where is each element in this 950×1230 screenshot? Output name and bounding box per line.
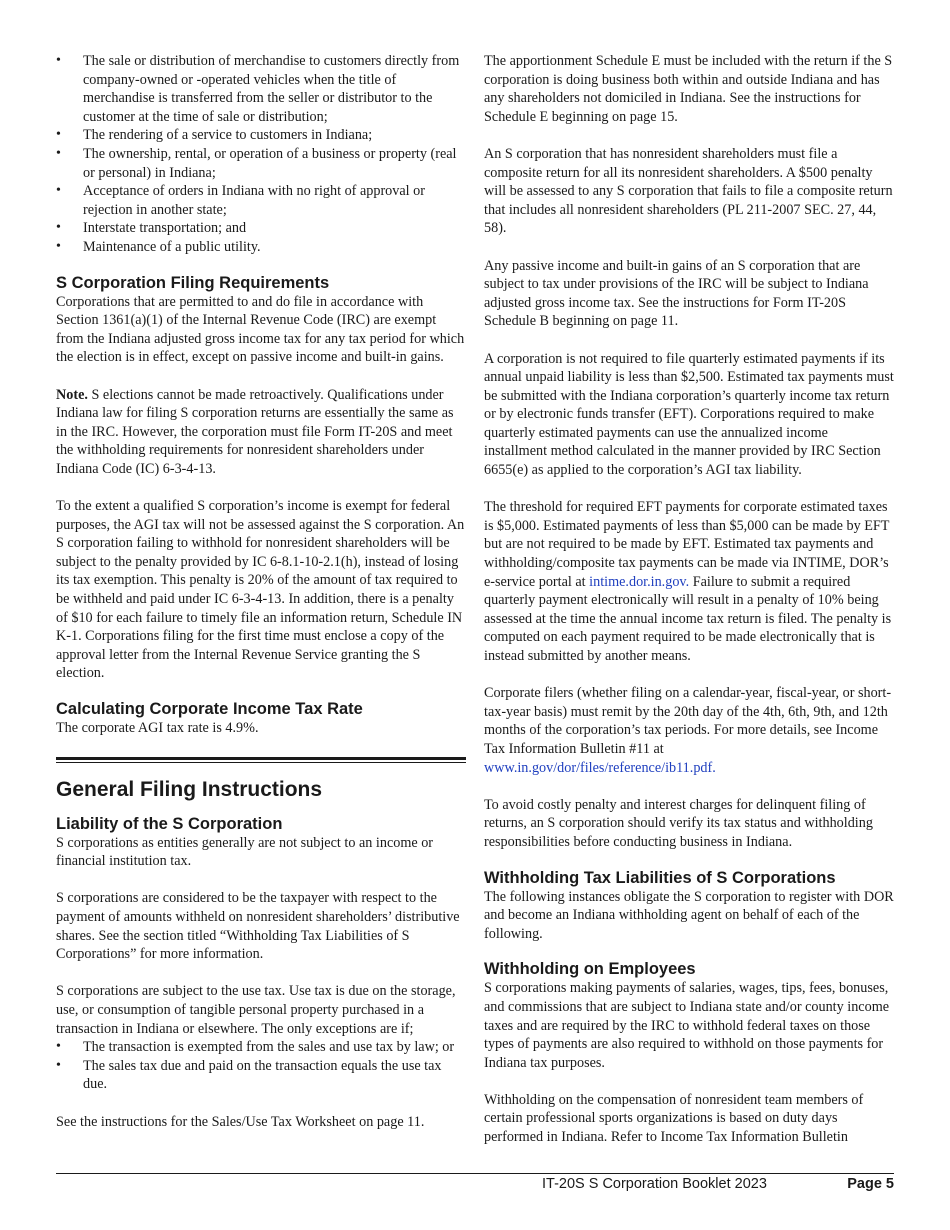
filing-requirements-heading: S Corporation Filing Requirements <box>56 273 330 292</box>
list-item: • The sales tax due and paid on the transaction equals the use tax due. <box>56 1057 466 1094</box>
section-divider <box>56 757 466 763</box>
nexus-activities-list <box>56 52 466 257</box>
schedule-e-paragraph: The apportionment Schedule E must be included with the return if the S corporation is doing business both within and outside Indiana and has any shareholders not domiciled in Indiana. See the instructions for Schedule E beginning on page 15. <box>484 53 893 125</box>
remittance-paragraph <box>484 684 894 777</box>
passive-income-paragraph: Any passive income and built-in gains of an S corporation that are subject to tax under provisions of the IRC will be subject to Indiana adjusted gross income tax. See the instructions for Form IT-20S Schedule B beginning on page 11. <box>484 257 869 330</box>
use-tax-exceptions-list <box>56 1038 466 1094</box>
list-item: • The transaction is exempted from the sales and use tax by law; or <box>56 1038 466 1057</box>
list-item: • Maintenance of a public utility. <box>56 238 466 257</box>
liability-heading: Liability of the S Corporation <box>56 814 283 833</box>
note-paragraph <box>56 386 466 479</box>
withholding-liabilities-paragraph: The following instances obligate the S corporation to register with DOR and become an Indiana withholding agent on behalf of each of the following. <box>484 888 894 942</box>
sports-teams-paragraph: Withholding on the compensation of nonresident team members of certain professional sports organizations is based on duty days performed in Indiana. Refer to Income Tax Information Bulletin <box>484 1091 864 1146</box>
estimated-payments-paragraph: A corporation is not required to file quarterly estimated payments if its annual unpaid liability is less than $2,500. Estimated tax payments must be submitted with the Indiana corporation’s quarterly income tax return or by electronic funds transfer (EFT). Corporations required to make quarterly estimated payments can use the annualized income installment method calculated in the manner provided by IRC Section 6655(e) as applied to the corporation’s AGI tax liability. <box>484 350 894 479</box>
note-label: Note. <box>56 386 88 403</box>
left-column <box>56 52 466 1131</box>
use-tax-paragraph: S corporations are subject to the use tax. Use tax is due on the storage, use, or consumption of tangible personal property purchased in a transaction in Indiana or elsewhere. The only exceptions are if; <box>56 983 456 1037</box>
page-number: Page 5 <box>847 1176 894 1192</box>
right-column <box>484 52 894 1147</box>
eft-text-start: The threshold for required EFT payments for corporate estimated taxes is $5,000. Estimated payments of less than $5,000 can be made by EFT but are not required to be made by EFT. Estimated tax payments and withholding/composite tax payments can be made via INTIME, DOR’s e-service portal at <box>484 499 890 590</box>
worksheet-reference: See the instructions for the Sales/Use Tax Worksheet on page 11. <box>56 1113 425 1130</box>
list-item: • Acceptance of orders in Indiana with no right of approval or rejection in another state; <box>56 182 466 219</box>
employees-paragraph: S corporations making payments of salaries, wages, tips, fees, bonuses, and commissions that are subject to Indiana state and/or county income taxes and are required by the IRC to withhold federal taxes on those types of payments are also required to withhold on those payments for Indiana tax purposes. <box>484 980 890 1071</box>
liability-paragraph-2: S corporations are considered to be the taxpayer with respect to the payment of amounts withheld on nonresident shareholders’ distributive shares. See the section titled “Withholding Tax Liabilities of S Corporations” for more information. <box>56 890 460 963</box>
bulletin-link[interactable]: www.in.gov/dor/files/reference/ib11.pdf. <box>484 759 716 776</box>
footer-rule <box>56 1173 894 1174</box>
booklet-title: IT-20S S Corporation Booklet 2023 <box>542 1176 767 1192</box>
liability-paragraph-1: S corporations as entities generally are not subject to an income or financial institution tax. <box>56 834 434 870</box>
list-item: • The sale or distribution of merchandise to customers directly from company-owned or -operated vehicles when the title of merchandise is transferred from the seller or distributor to the customer at the time of sale or distribution; <box>56 52 466 126</box>
tax-rate-text: The corporate AGI tax rate is 4.9%. <box>56 720 259 736</box>
intime-link[interactable]: intime.dor.in.gov. <box>589 573 690 590</box>
withholding-employees-heading: Withholding on Employees <box>484 960 696 979</box>
remittance-text: Corporate filers (whether filing on a calendar-year, fiscal-year, or short-tax-year basis) must remit by the 20th day of the 4th, 6th, 9th, and 12th months of the corporation’s tax periods. For more details, see Income Tax Information Bulletin #11 at <box>484 685 892 757</box>
penalty-paragraph: To the extent a qualified S corporation’s income is exempt for federal purposes, the AGI tax will not be assessed against the S corporation. An S corporation failing to withhold for nonresident shareholders will be subject to the penalty provided by IC 6-8.1-10-2.1(h), instead of losing its tax exemption. This penalty is 20% of the amount of tax required to be withheld and paid under IC 6-3-4-13. In addition, there is a penalty of $10 for each failure to timely file an information return, Schedule IN K-1. Corporations filing for the first time must enclose a copy of the approval letter from the Internal Revenue Service granting the S election. <box>56 498 465 682</box>
list-item: • Interstate transportation; and <box>56 219 466 238</box>
tax-rate-heading: Calculating Corporate Income Tax Rate <box>56 700 363 718</box>
composite-return-paragraph: An S corporation that has nonresident shareholders must file a composite return for all its nonresident shareholders. A $500 penalty will be assessed to any S corporation that fails to file a composite return that includes all nonresident shareholders (PL 211-2007 SEC. 27, 44, 58). <box>484 145 893 237</box>
list-item: • The rendering of a service to customers in Indiana; <box>56 126 466 145</box>
eft-paragraph <box>484 498 894 665</box>
filing-requirements-paragraph: Corporations that are permitted to and do file in accordance with Section 1361(a)(1) of the Internal Revenue Code (IRC) are exempt from the Indiana adjusted gross income tax for any tax period for which the election is in effect, except on passive income and built-in gains. <box>56 293 465 366</box>
delinquent-filing-paragraph: To avoid costly penalty and interest charges for delinquent filing of returns, an S corporation should verify its tax status and withholding responsibilities before conducting business in Indiana. <box>484 796 873 850</box>
note-text: S elections cannot be made retroactively. Qualifications under Indiana law for filing S corporation returns are essentially the same as in the IRC. However, the corporation must file Form IT-20S and meet the withholding requirements for nonresident shareholders under Indiana Code (IC) 6-3-4-13. <box>56 386 454 477</box>
list-item: • The ownership, rental, or operation of a business or property (real or personal) in Indiana; <box>56 145 466 182</box>
eft-text-end: Failure to submit a required quarterly payment electronically will result in a penalty of 10% being assessed at the time the annual income tax return is filed. The penalty is computed on each payment required to be made electronically that is instead submitted by another means. <box>484 573 892 664</box>
withholding-liabilities-heading: Withholding Tax Liabilities of S Corporations <box>484 868 836 887</box>
general-instructions-heading: General Filing Instructions <box>56 777 323 801</box>
